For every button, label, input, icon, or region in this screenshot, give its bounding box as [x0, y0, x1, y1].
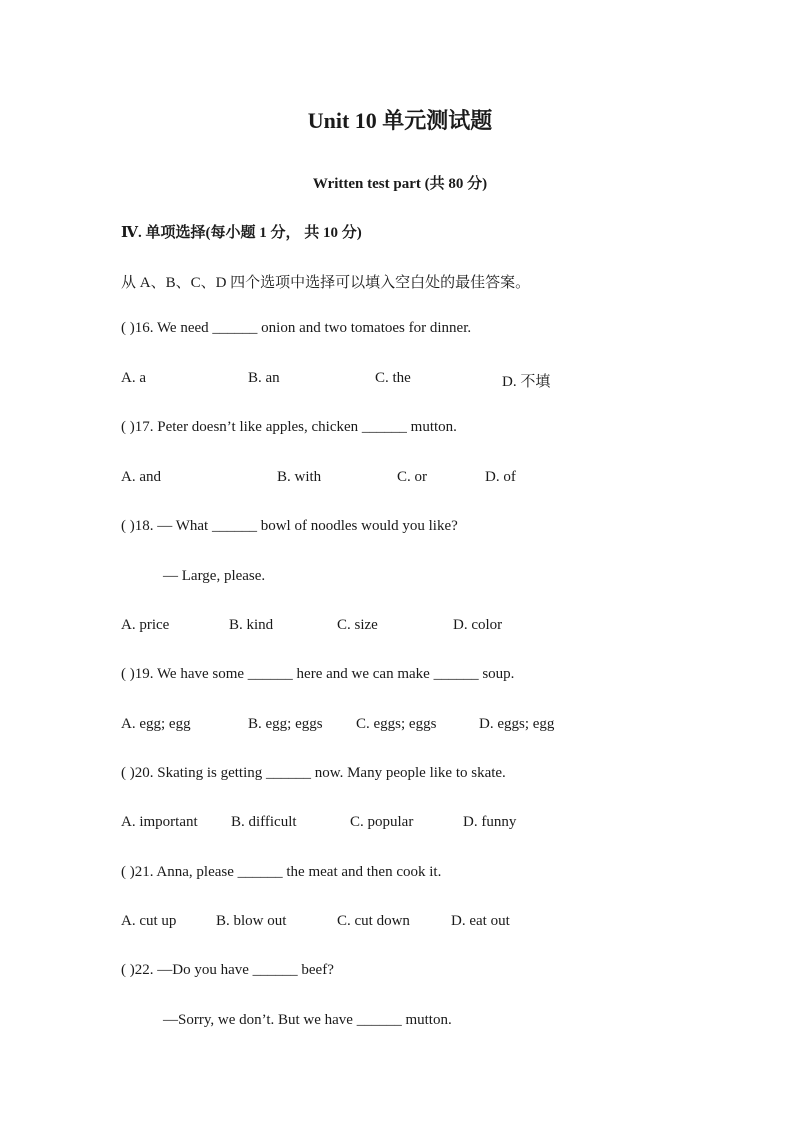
question-16-option-a: A. a	[121, 370, 146, 386]
question-18-option-d: D. color	[453, 617, 503, 633]
question-18-option-c: C. size	[337, 617, 378, 633]
question-16-option-c: C. the	[375, 370, 411, 386]
question-20-option-c: C. popular	[350, 814, 414, 830]
question-21-option-c: C. cut down	[337, 913, 410, 929]
question-17-stem: ( )17. Peter doesn’t like apples, chicken ______ mutton.	[121, 419, 457, 435]
question-19-option-a: A. egg; egg	[121, 716, 191, 732]
question-20-option-a: A. important	[121, 814, 198, 830]
section-instruction: 从 A、B、C、D 四个选项中选择可以填入空白处的最佳答案。	[121, 275, 531, 291]
question-18-option-a: A. price	[121, 617, 170, 633]
question-21-option-b: B. blow out	[216, 913, 287, 929]
question-18-option-b: B. kind	[229, 617, 274, 633]
question-19-option-c: C. eggs; eggs	[356, 716, 437, 732]
question-16-stem: ( )16. We need ______ onion and two tomatoes for dinner.	[121, 320, 472, 336]
question-19-option-d: D. eggs; egg	[479, 716, 555, 732]
question-18-stem: ( )18. — What ______ bowl of noodles would you like?	[121, 518, 458, 534]
question-20-stem: ( )20. Skating is getting ______ now. Many people like to skate.	[121, 765, 506, 781]
section-heading: Ⅳ. 单项选择(每小题 1 分， 共 10 分)	[121, 225, 362, 241]
question-16-option-d: D. 不填	[502, 374, 551, 390]
question-17-option-b: B. with	[277, 469, 322, 485]
page-subtitle: Written test part (共 80 分)	[312, 176, 488, 192]
question-20-option-d: D. funny	[463, 814, 517, 830]
question-19-stem: ( )19. We have some ______ here and we can make ______ soup.	[121, 666, 515, 682]
question-17-option-d: D. of	[485, 469, 516, 485]
question-18-response: — Large, please.	[163, 568, 266, 584]
question-17-option-c: C. or	[397, 469, 427, 485]
question-16-option-b: B. an	[248, 370, 280, 386]
question-20-option-b: B. difficult	[231, 814, 297, 830]
question-22-response: —Sorry, we don’t. But we have ______ mutton.	[163, 1012, 452, 1028]
question-19-option-b: B. egg; eggs	[248, 716, 323, 732]
question-17-option-a: A. and	[121, 469, 161, 485]
question-22-stem: ( )22. —Do you have ______ beef?	[121, 962, 334, 978]
question-21-option-d: D. eat out	[451, 913, 510, 929]
question-21-stem: ( )21. Anna, please ______ the meat and then cook it.	[121, 864, 442, 880]
question-21-option-a: A. cut up	[121, 913, 177, 929]
page-title: Unit 10 单元测试题	[307, 108, 493, 133]
